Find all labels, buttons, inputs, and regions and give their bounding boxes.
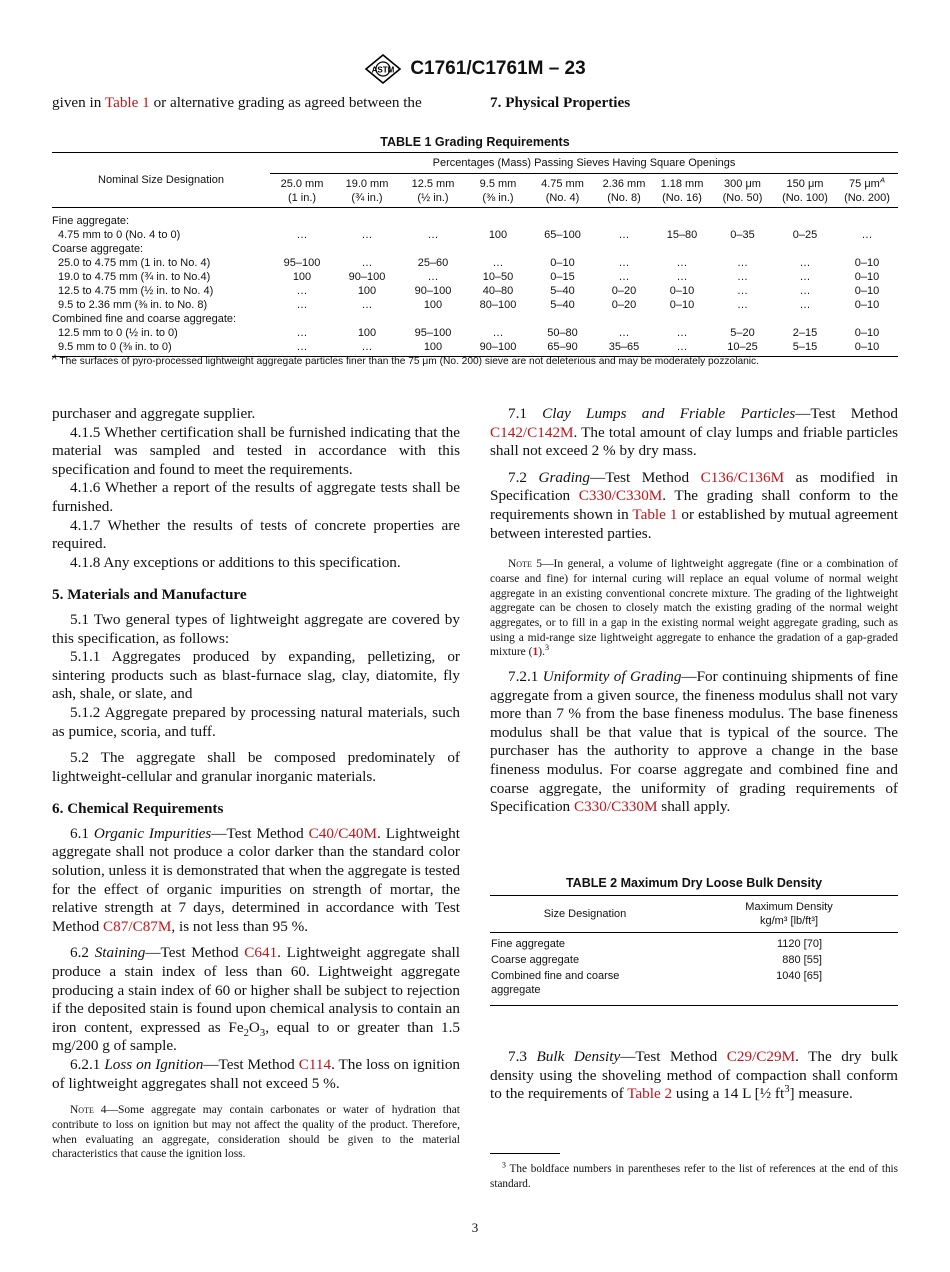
table1-link[interactable]: Table 1 bbox=[632, 505, 678, 523]
table-cell: 100 bbox=[423, 341, 443, 353]
table-row: Coarse aggregate 880 [55] bbox=[491, 954, 822, 966]
table-cell: 90–100 bbox=[479, 341, 517, 353]
table-cell: … bbox=[361, 341, 373, 353]
table-cell: 0–10 bbox=[854, 327, 880, 339]
row-label: 9.5 to 2.36 mm (⅜ in. to No. 8) bbox=[58, 299, 208, 311]
table-cell: 95–100 bbox=[283, 257, 321, 269]
table-cell: 5–20 bbox=[730, 327, 755, 339]
section-row: Combined fine and coarse aggregate: bbox=[52, 313, 237, 325]
table-cell: 100 bbox=[292, 271, 312, 283]
table-cell: 90–100 bbox=[348, 271, 386, 283]
table-cell: … bbox=[618, 229, 630, 241]
table-cell: … bbox=[296, 327, 308, 339]
table-cell: 0–35 bbox=[730, 229, 755, 241]
section-7-3: 7.3 Bulk Density—Test Method C29/C29M. The dry bulk density using the shoveling method of compaction shall conform to the requirements of Table 2 using a 14 L [½ $ft^3$] measure. bbox=[490, 1048, 898, 1103]
astm-logo-icon bbox=[364, 54, 402, 84]
col-header: 4.75 mm (No. 4) bbox=[530, 174, 595, 208]
bulk-density-table bbox=[490, 895, 898, 1006]
table-cell: 95–100 bbox=[414, 327, 452, 339]
table-cell: … bbox=[799, 299, 811, 311]
col-header: Maximum Density kg/m³ [lb/ft³] bbox=[680, 896, 898, 933]
table1-caption: TABLE 1 Grading Requirements bbox=[380, 135, 570, 149]
table-cell: 0–10 bbox=[854, 285, 880, 297]
row-label: 9.5 mm to 0 (⅜ in. to 0) bbox=[58, 341, 172, 353]
table-cell: … bbox=[799, 257, 811, 269]
table-cell: … bbox=[737, 285, 748, 297]
col-header: 9.5 mm (⅜ in.) bbox=[466, 174, 530, 208]
col-header: 12.5 mm (½ in.) bbox=[400, 174, 466, 208]
table-cell: … bbox=[427, 229, 439, 241]
table-cell: 5–15 bbox=[792, 341, 818, 353]
col-header: 2.36 mm (No. 8) bbox=[595, 174, 653, 208]
table-cell: 0–10 bbox=[854, 257, 880, 269]
group-header: Percentages (Mass) Passing Sieves Having Square Openings bbox=[270, 153, 898, 174]
table1-footnote: $^A$ The surfaces of pyro-processed lightweight aggregate particles finer than the 75 μm (No. 200) sieve are not deleterious and may be moderately pozzolanic. bbox=[52, 353, 759, 367]
table-cell: 0–10 bbox=[854, 299, 880, 311]
table-cell: 100 bbox=[423, 299, 443, 311]
page-number: 3 bbox=[471, 1220, 479, 1235]
c87-link[interactable]: C87/C87M bbox=[103, 917, 172, 935]
c330-link[interactable]: C330/C330M bbox=[573, 798, 658, 816]
table-cell: … bbox=[427, 271, 439, 283]
col-header: 19.0 mm (¾ in.) bbox=[334, 174, 400, 208]
col-header: 25.0 mm (1 in.) bbox=[270, 174, 334, 208]
row-label: 12.5 mm to 0 (½ in. to 0) bbox=[58, 327, 178, 339]
table-cell: 5–40 bbox=[550, 285, 575, 297]
col-header: 150 μm (No. 100) bbox=[774, 174, 836, 208]
table-cell: … bbox=[361, 299, 373, 311]
table-cell: … bbox=[361, 229, 373, 241]
table-cell: … bbox=[676, 271, 688, 283]
table-cell: 0–25 bbox=[792, 229, 818, 241]
table2-caption: TABLE 2 Maximum Dry Loose Bulk Density bbox=[565, 876, 823, 890]
table-cell: … bbox=[492, 257, 504, 269]
table-cell: … bbox=[737, 271, 748, 283]
table-cell: 0–10 bbox=[854, 341, 880, 353]
table-row: Fine aggregate 1120 [70] bbox=[491, 938, 822, 950]
table-cell: 50–80 bbox=[547, 327, 578, 339]
footnote-divider bbox=[490, 1153, 560, 1154]
table1-link[interactable]: Table 1 bbox=[104, 94, 150, 111]
table-cell: … bbox=[296, 229, 308, 241]
document-designation: C1761/C1761M – 23 bbox=[410, 58, 586, 79]
table-cell: 0–20 bbox=[611, 285, 637, 297]
table-cell: 100 bbox=[488, 229, 508, 241]
c136-link[interactable]: C136/C136M bbox=[700, 468, 785, 486]
table-cell: … bbox=[799, 271, 811, 283]
table-cell: … bbox=[618, 327, 630, 339]
table-cell: … bbox=[676, 341, 688, 353]
left-top-continuation: given in Table 1 or alternative grading as agreed between the bbox=[52, 94, 422, 111]
table-cell: 90–100 bbox=[414, 285, 452, 297]
row-header: Nominal Size Designation bbox=[52, 153, 270, 208]
footnote-3: $^3$ The boldface numbers in parentheses refer to the list of references at the end of this standard. bbox=[490, 1160, 898, 1190]
left-column: purchaser and aggregate supplier. 4.1.5 Whether certification shall be furnished indicating that the material was sampled and tested in accordance with this specification and found to meet the requirements. 4.1.6 Whether a report of the results of aggregate tests shall be furnished. 4.1.7 Whether the results of tests of concrete properties are required. 4.1.8 Any exceptions or additions to this specification. 5. Materials and Manufacture 5.1 Two general types of lightweight aggregate are covered by this specification, as follows: 5.1.1 Aggregates produced by expanding, pelletizing, or sintering products such as blast-furnace slag, clay, diatomite, fly ash, shale, or slate, and 5.1.2 Aggregate prepared by processing natural materials, such as pumice, scoria, and tuff. 5.2 The aggregate shall be composed predominately of lightweight-cellular and granular inorganic materials. 6. Chemical Requirements 6.1 Organic Impurities—Test Method C40/C40M. Lightweight aggregate shall not produce a color darker than the standard color solution, unless it is demonstrated that when the aggregate is tested for the effect of organic impurities on strength of mortar, the relative strength at 7 days, determined in accordance with Test Method C87/C87M, is not less than 95 %. 6.2 Staining—Test Method C641. Lightweight aggregate shall produce a stain index of less than 60. Lightweight aggregate producing a stain index of 60 or higher shall be subject to rejection if the deposited stain is found upon chemical analysis to contain an iron content, expressed as $Fe_2O_3$, equal to or greater than 1.5 mg/200 g of sample. 6.2.1 Loss on Ignition—Test Method C114. The loss on ignition of lightweight aggregates shall not exceed 5 %. Note 4—Some aggregate may contain carbonates or water of hydration that contribute to loss on ignition but may not affect the quality of the product. Therefore, when evaluating an aggregate, consideration should be given to the material characteristics that cause the ignition loss. bbox=[52, 405, 461, 1161]
col-header: 75 $\mu m^A$ (No. 200) bbox=[836, 174, 898, 208]
table-cell: … bbox=[618, 271, 630, 283]
section-row: Fine aggregate: bbox=[52, 215, 130, 227]
row-label: 4.75 mm to 0 (No. 4 to 0) bbox=[58, 229, 181, 241]
table-row bbox=[52, 256, 898, 270]
table-cell: 0–10 bbox=[669, 285, 695, 297]
c114-link[interactable]: C114 bbox=[298, 1056, 332, 1073]
table-row bbox=[52, 298, 898, 312]
table-cell: 100 bbox=[357, 285, 377, 297]
table-cell: … bbox=[737, 257, 748, 269]
table-cell: 0–10 bbox=[550, 257, 575, 269]
c330-link[interactable]: C330/C330M bbox=[578, 487, 663, 505]
c142-link[interactable]: C142/C142M bbox=[490, 423, 574, 441]
table-cell: … bbox=[296, 299, 308, 311]
table-cell: 15–80 bbox=[666, 229, 698, 241]
table-row: Combined fine and coarse aggregate 1040 [65] bbox=[491, 970, 822, 996]
reference-1-link[interactable]: 1 bbox=[532, 646, 539, 659]
table-cell: … bbox=[296, 285, 308, 297]
table-cell: 5–40 bbox=[550, 299, 575, 311]
right-column: 7.1 Clay Lumps and Friable Particles—Test Method C142/C142M. The total amount of clay lumps and friable particles shall not exceed 2 % by dry mass. 7.2 Grading—Test Method C136/C136M as modified in Specification C330/C330M. The grading shall conform to the requirements shown in Table 1 or established by mutual agreement between interested parties. Note 5—In general, a volume of lightweight aggregate (fine or a combination of coarse and fine) for internal curing will replace an equal volume of normal weight aggregate in an existing conventional concrete mixture. The grading of the lightweight aggregate can be chosen to closely match the existing grading of the normal weight aggregates, or to fill in a gap in the existing normal weight aggregate grading, such as using a mid-range size lightweight aggregate to enhance the gradation of a gap-graded mixture (1).$^3$ 7.2.1 Uniformity of Grading—For continuing shipments of fine aggregate from a given source, the fineness modulus shall not vary more than 7 % from the base fineness modulus. The base fineness modulus shall be that value that is typical of the source. The purchaser has the authority to approve a change in the base fineness modulus. For coarse aggregate and combined fine and coarse aggregate, the uniformity of grading requirements of Specification C330/C330M shall apply. bbox=[490, 405, 899, 816]
table-cell: 100 bbox=[357, 327, 377, 339]
table-cell: 0–10 bbox=[854, 271, 880, 283]
col-header: Size Designation bbox=[490, 896, 680, 933]
table-cell: … bbox=[296, 341, 308, 353]
table-cell: … bbox=[492, 327, 504, 339]
table2-link[interactable]: Table 2 bbox=[627, 1085, 673, 1103]
section5-heading: 5. Materials and Manufacture bbox=[52, 586, 247, 604]
table-cell: 65–100 bbox=[544, 229, 581, 241]
table-cell: … bbox=[676, 327, 688, 339]
table-cell: 0–10 bbox=[669, 299, 695, 311]
table-cell: 65–90 bbox=[547, 341, 578, 353]
table-row bbox=[52, 228, 898, 242]
table-cell: … bbox=[737, 299, 748, 311]
table-cell: … bbox=[861, 229, 873, 241]
table-row bbox=[52, 326, 898, 340]
table-cell: 0–20 bbox=[611, 299, 637, 311]
row-label: 19.0 to 4.75 mm (¾ in. to No.4) bbox=[58, 271, 211, 283]
table-cell: 25–60 bbox=[417, 257, 449, 269]
note-5: Note 5—In general, a volume of lightweight aggregate (fine or a combination of coarse and fine) for internal curing will replace an equal volume of normal weight aggregate in an existing conventional concrete mixture. The grading of the lightweight aggregate can be chosen to closely match the existing grading of the normal weight aggregates, or to fill in a gap in the existing normal weight aggregate grading, such as using a mid-range size lightweight aggregate to enhance the gradation of a gap-graded mixture (1).$^3$ bbox=[490, 558, 898, 659]
table-row bbox=[52, 270, 898, 284]
svg-text:ASTM: ASTM bbox=[371, 65, 395, 75]
table-cell: … bbox=[361, 257, 373, 269]
c40-link[interactable]: C40/C40M bbox=[308, 824, 378, 842]
table-cell: 0–15 bbox=[550, 271, 575, 283]
table-cell: 2–15 bbox=[792, 327, 818, 339]
section6-heading: 6. Chemical Requirements bbox=[52, 800, 224, 818]
table-cell: 10–25 bbox=[727, 341, 758, 353]
c641-link[interactable]: C641 bbox=[244, 944, 278, 962]
table-cell: … bbox=[676, 257, 688, 269]
row-label: 12.5 to 4.75 mm (½ in. to No. 4) bbox=[58, 285, 214, 297]
table-cell: … bbox=[618, 257, 630, 269]
col-header: 1.18 mm (No. 16) bbox=[653, 174, 711, 208]
col-header: 300 μm (No. 50) bbox=[711, 174, 774, 208]
grading-table bbox=[52, 152, 898, 357]
note-4: Note 4—Some aggregate may contain carbonates or water of hydration that contribute to loss on ignition but may not affect the quality of the product. Therefore, when evaluating an aggregate, consideration should be given to the material characteristics that cause the ignition loss. bbox=[52, 1104, 461, 1161]
table-cell: … bbox=[799, 285, 811, 297]
table-row bbox=[52, 284, 898, 298]
row-label: 25.0 to 4.75 mm (1 in. to No. 4) bbox=[58, 257, 211, 269]
section-row: Coarse aggregate: bbox=[52, 243, 144, 255]
table-row bbox=[52, 340, 898, 356]
c29-link[interactable]: C29/C29M bbox=[726, 1048, 796, 1065]
table-cell: 35–65 bbox=[608, 341, 640, 353]
table-cell: 80–100 bbox=[479, 299, 517, 311]
table-cell: 10–50 bbox=[482, 271, 514, 283]
section7-heading: 7. Physical Properties bbox=[490, 94, 631, 111]
page-header bbox=[0, 54, 950, 84]
table-cell: 40–80 bbox=[482, 285, 514, 297]
